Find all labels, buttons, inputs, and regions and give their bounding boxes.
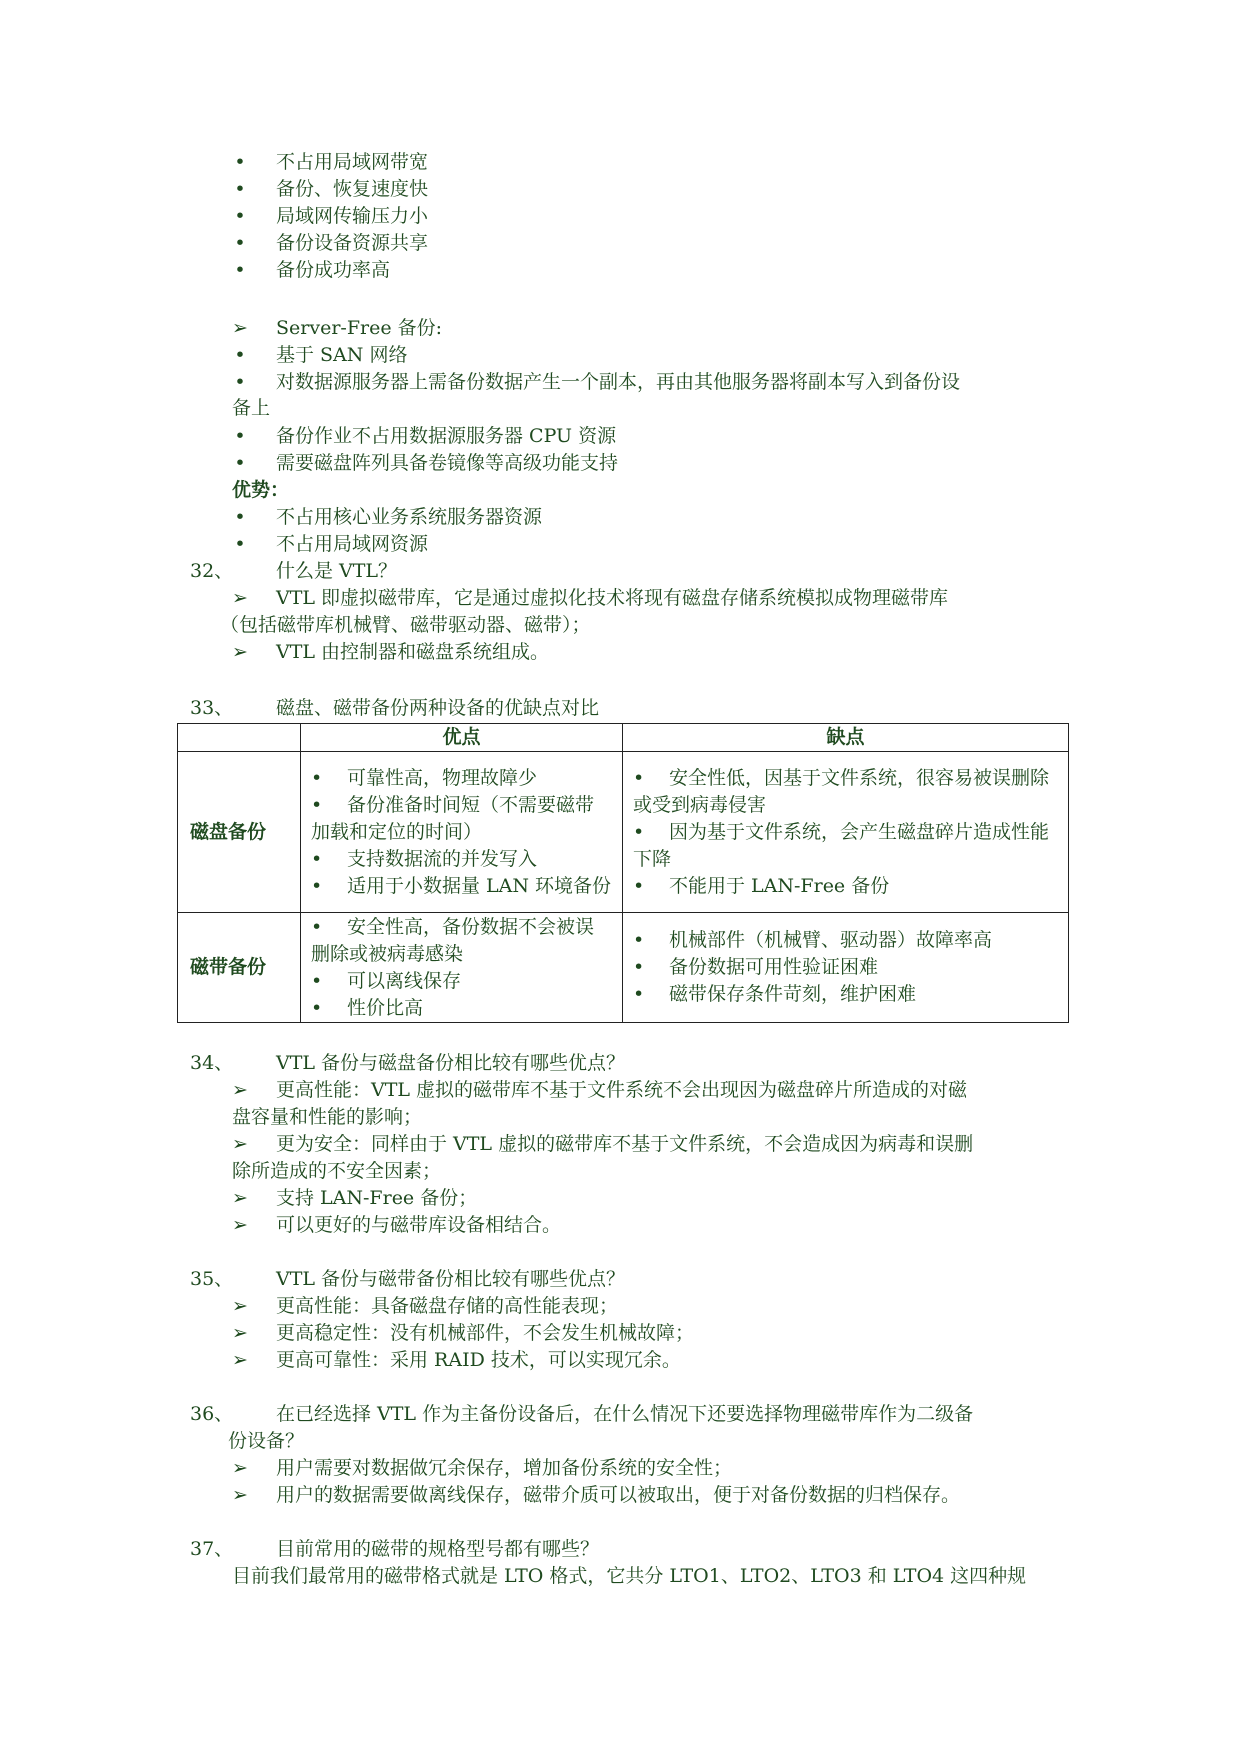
- cell-item: [633, 819, 1058, 873]
- arrow-icon: ➢: [232, 1322, 248, 1344]
- bullet-icon: •: [234, 205, 246, 227]
- cell-item-text: 不能用于 LAN-Free 备份: [669, 874, 890, 897]
- list-item-text: 用户需要对数据做冗余保存，增加备份系统的安全性；: [276, 1457, 733, 1479]
- table-header-con: 缺点: [623, 724, 1069, 752]
- bullet-icon: •: [633, 983, 645, 1005]
- cell-item: [633, 927, 1058, 954]
- bullet-icon: •: [311, 847, 323, 870]
- bullet-icon: •: [311, 915, 323, 938]
- list-item-text: 更高可靠性：采用 RAID 技术，可以实现冗余。: [276, 1349, 681, 1371]
- cell-item-text: 安全性低，因基于文件系统，很容易被误删除或受到病毒侵害: [633, 766, 1050, 816]
- cell-item-text: 磁带保存条件苛刻，维护困难: [669, 983, 917, 1005]
- cell-item-text: 因为基于文件系统，会产生磁盘碎片造成性能下降: [633, 820, 1050, 870]
- bullet-icon: •: [633, 929, 645, 951]
- cell-item: [311, 846, 612, 873]
- bullet-icon: •: [234, 232, 246, 254]
- cell-item: [633, 873, 1058, 900]
- arrow-icon: ➢: [232, 1187, 248, 1209]
- arrow-icon: ➢: [232, 587, 248, 609]
- list-item-text: 可以更好的与磁带库设备相结合。: [276, 1214, 562, 1236]
- cell-item: [311, 765, 612, 792]
- cell-item-text: 支持数据流的并发写入: [347, 847, 538, 870]
- bullet-icon: •: [311, 996, 323, 1019]
- list-item-text: 用户的数据需要做离线保存，磁带介质可以被取出，便于对备份数据的归档保存。: [276, 1484, 961, 1506]
- cell-item: [633, 954, 1058, 981]
- list-item-text: 不占用局域网资源: [276, 533, 429, 555]
- bullet-icon: •: [234, 259, 246, 281]
- table-cell-tape-pro: [301, 913, 623, 1023]
- arrow-icon: ➢: [232, 1295, 248, 1317]
- bullet-icon: •: [633, 766, 645, 789]
- question-number: 33、: [190, 697, 234, 719]
- bullet-icon: •: [633, 956, 645, 978]
- table-cell-tape-con: [623, 913, 1069, 1023]
- cell-item-text: 安全性高，备份数据不会被误删除或被病毒感染: [311, 915, 595, 965]
- question-title: 什么是 VTL？: [276, 560, 398, 582]
- list-item-text: 局域网传输压力小: [276, 205, 429, 227]
- question-number: 37、: [190, 1538, 234, 1560]
- cell-item: [633, 765, 1058, 819]
- question-title: VTL 备份与磁带备份相比较有哪些优点？: [276, 1268, 626, 1290]
- bullet-icon: •: [234, 452, 246, 474]
- section-heading-text: Server-Free 备份:: [276, 317, 443, 339]
- table-row: [178, 752, 1069, 913]
- bullet-icon: •: [311, 874, 323, 897]
- list-item-text: 支持 LAN-Free 备份；: [276, 1187, 478, 1209]
- bullet-icon: •: [234, 371, 246, 393]
- cell-item-text: 性价比高: [347, 996, 424, 1019]
- row-header-tape: 磁带备份: [178, 913, 301, 1023]
- question-title: 磁盘、磁带备份两种设备的优缺点对比: [276, 697, 600, 719]
- question-title: VTL 备份与磁盘备份相比较有哪些优点？: [276, 1052, 626, 1074]
- list-item-text: 备份成功率高: [276, 259, 391, 281]
- cell-item: [311, 873, 612, 900]
- table-header-empty: [178, 724, 301, 752]
- advantages-label: 优势：: [232, 479, 290, 501]
- list-item-text: 备份作业不占用数据源服务器 CPU 资源: [276, 425, 617, 447]
- list-item-text: 更高性能：VTL 虚拟的磁带库不基于文件系统不会出现因为磁盘碎片所造成的对磁: [276, 1079, 968, 1101]
- list-item-text: 不占用核心业务系统服务器资源: [276, 506, 543, 528]
- cell-item-text: 可靠性高，物理故障少: [347, 766, 538, 789]
- bullet-icon: •: [234, 425, 246, 447]
- arrow-icon: ➢: [232, 1214, 248, 1236]
- cell-item: [311, 995, 612, 1022]
- row-header-disk: 磁盘备份: [178, 752, 301, 913]
- list-item-text: 更高稳定性：没有机械部件，不会发生机械故障；: [276, 1322, 695, 1344]
- bullet-icon: •: [234, 151, 246, 173]
- cell-item-text: 备份数据可用性验证困难: [669, 956, 879, 978]
- list-item-text: 基于 SAN 网络: [276, 344, 408, 366]
- list-item-text: VTL 由控制器和磁盘系统组成。: [276, 641, 550, 663]
- list-item-text: 更为安全：同样由于 VTL 虚拟的磁带库不基于文件系统，不会造成因为病毒和误删: [276, 1133, 974, 1155]
- question-number: 34、: [190, 1052, 234, 1074]
- list-item-text: 更高性能：具备磁盘存储的高性能表现；: [276, 1295, 619, 1317]
- bullet-icon: •: [311, 793, 323, 816]
- arrow-icon: ➢: [232, 1457, 248, 1479]
- list-item-text: 需要磁盘阵列具备卷镜像等高级功能支持: [276, 452, 619, 474]
- question-title-continuation: 份设备？: [228, 1430, 305, 1452]
- question-title: 在已经选择 VTL 作为主备份设备后，在什么情况下还要选择物理磁带库作为二级备: [276, 1403, 974, 1425]
- cell-item-text: 适用于小数据量 LAN 环境备份: [347, 874, 612, 897]
- paragraph: 目前我们最常用的磁带格式就是 LTO 格式，它共分 LTO1、LTO2、LTO3 和 LTO4 这四种规: [232, 1565, 1027, 1587]
- arrow-icon: ➢: [232, 1484, 248, 1506]
- cell-item: [311, 914, 612, 968]
- cell-item-text: 可以离线保存: [347, 969, 462, 992]
- list-item-text: 备份、恢复速度快: [276, 178, 429, 200]
- list-item-text: 不占用局域网带宽: [276, 151, 429, 173]
- list-item-continuation: 除所造成的不安全因素；: [232, 1160, 442, 1182]
- table-cell-disk-con: [623, 752, 1069, 913]
- question-number: 36、: [190, 1403, 234, 1425]
- list-item-text: 对数据源服务器上需备份数据产生一个副本，再由其他服务器将副本写入到备份设: [276, 371, 961, 393]
- arrow-icon: ➢: [232, 1133, 248, 1155]
- arrow-icon: ➢: [232, 1079, 248, 1101]
- comparison-table: [177, 723, 1069, 1023]
- question-title: 目前常用的磁带的规格型号都有哪些？: [276, 1538, 600, 1560]
- cell-item: [311, 968, 612, 995]
- bullet-icon: •: [633, 820, 645, 843]
- bullet-icon: •: [234, 344, 246, 366]
- question-number: 32、: [190, 560, 234, 582]
- bullet-icon: •: [234, 533, 246, 555]
- list-item-continuation: （包括磁带库机械臂、磁带驱动器、磁带）；: [220, 614, 591, 636]
- arrow-icon: ➢: [232, 1349, 248, 1371]
- cell-item: [633, 981, 1058, 1008]
- table-cell-disk-pro: [301, 752, 623, 913]
- cell-item-text: 备份准备时间短（不需要磁带加载和定位的时间）: [311, 793, 595, 843]
- bullet-icon: •: [311, 766, 323, 789]
- list-item-continuation: 备上: [232, 397, 271, 419]
- cell-item-text: 机械部件（机械臂、驱动器）故障率高: [669, 929, 993, 951]
- table-header-row: [178, 724, 1069, 752]
- bullet-icon: •: [234, 178, 246, 200]
- table-header-pro: 优点: [301, 724, 623, 752]
- table-row: [178, 913, 1069, 1023]
- question-number: 35、: [190, 1268, 234, 1290]
- cell-item: [311, 792, 612, 846]
- arrow-icon: ➢: [232, 317, 248, 339]
- bullet-icon: •: [234, 506, 246, 528]
- list-item-continuation: 盘容量和性能的影响；: [232, 1106, 423, 1128]
- bullet-icon: •: [311, 969, 323, 992]
- list-item-text: 备份设备资源共享: [276, 232, 429, 254]
- arrow-icon: ➢: [232, 641, 248, 663]
- bullet-icon: •: [633, 874, 645, 897]
- list-item-text: VTL 即虚拟磁带库，它是通过虚拟化技术将现有磁盘存储系统模拟成物理磁带库: [276, 587, 949, 609]
